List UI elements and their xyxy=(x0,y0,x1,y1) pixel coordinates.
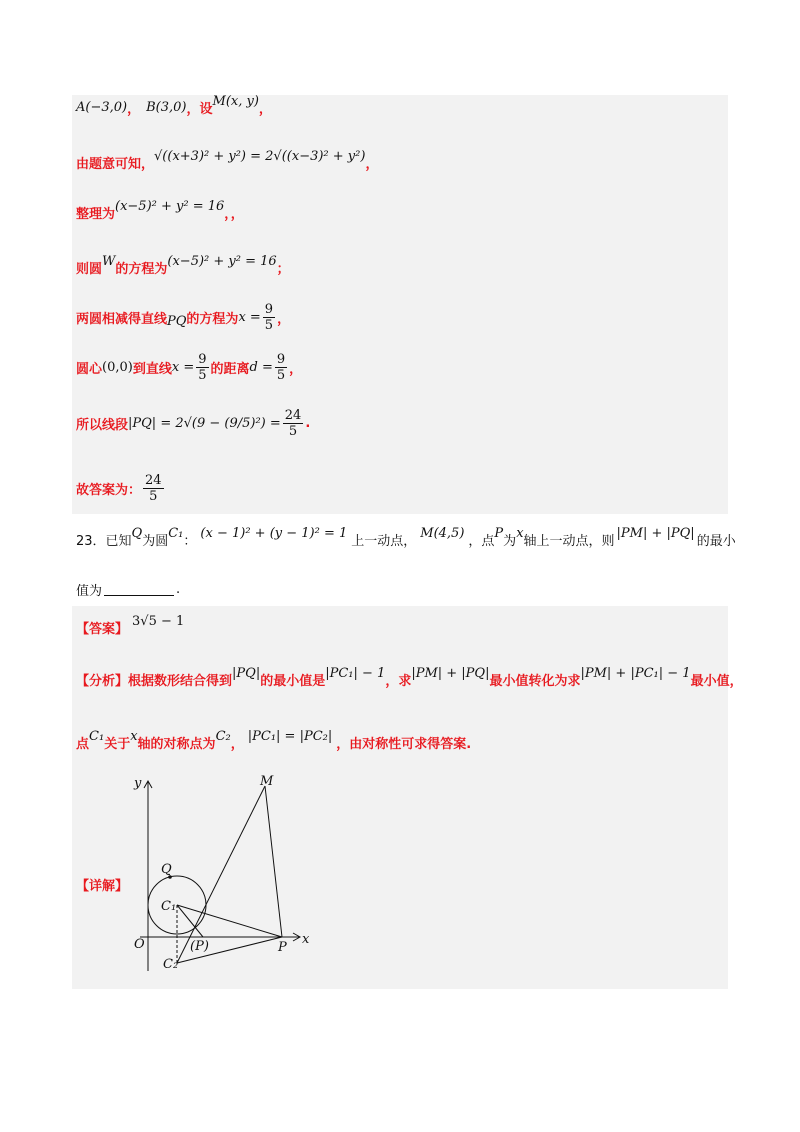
answer-fraction xyxy=(143,473,164,504)
circle-equation: (x − 1)² + (y − 1)² = 1 xyxy=(200,526,348,541)
math: |PQ| xyxy=(232,666,261,681)
circle-name: W xyxy=(102,254,116,269)
text: ， xyxy=(230,737,244,752)
text: 上一动点， xyxy=(351,534,417,549)
geometry-figure xyxy=(128,773,328,978)
text: 点 xyxy=(76,737,90,752)
text: 的最小 xyxy=(696,534,736,549)
point-m: M(4,5) xyxy=(420,526,465,541)
circle-equation: (x−5)² + y² = 16 xyxy=(115,199,225,214)
math-q: Q xyxy=(131,526,143,541)
fraction xyxy=(263,302,275,333)
separator: ， xyxy=(127,102,141,117)
text: 两圆相减得直线 xyxy=(76,312,168,327)
text: ； xyxy=(276,262,290,277)
text: 关于 xyxy=(104,737,131,752)
answer-label: 【答案】 xyxy=(76,622,129,637)
fraction xyxy=(196,352,208,383)
text: . xyxy=(176,582,181,597)
solution-line-8 xyxy=(76,473,166,504)
separator: ， xyxy=(258,102,272,117)
c1-label: C₁ xyxy=(161,899,177,914)
question-number: 23．已知 xyxy=(76,534,132,549)
math-x: x xyxy=(516,526,524,541)
fraction xyxy=(283,408,304,439)
denominator: 5 xyxy=(149,489,158,504)
math-p: P xyxy=(494,526,504,541)
text: 故答案为： xyxy=(76,483,142,498)
denominator: 5 xyxy=(276,368,286,383)
numerator: 24 xyxy=(145,473,162,488)
solution-line-7 xyxy=(76,408,310,439)
distance-equation: √((x+3)² + y²) = 2√((x−3)² + y²) xyxy=(154,149,366,164)
solution-line-2 xyxy=(76,149,379,172)
text: 最小值， xyxy=(690,674,743,689)
c2-label: C₂ xyxy=(163,957,179,972)
p-label: P xyxy=(278,940,287,955)
math: C₂ xyxy=(215,729,231,744)
text: ， xyxy=(277,312,291,327)
text: 则圆 xyxy=(76,262,103,277)
detail-line xyxy=(76,875,128,894)
question-23 xyxy=(76,526,736,549)
text: 到直线 xyxy=(132,362,172,377)
denominator: 5 xyxy=(288,424,298,439)
math: |PC₁| = |PC₂| xyxy=(247,729,333,744)
solution-line-6 xyxy=(76,352,302,383)
text: 的方程为 xyxy=(115,262,168,277)
expression: |PM| + |PQ| xyxy=(616,526,695,541)
text: ： xyxy=(183,534,197,549)
numerator: 24 xyxy=(284,408,302,423)
math: C₁ xyxy=(89,729,105,744)
text: 值为 xyxy=(76,584,103,599)
segment-length: |PQ| = 2√(9 − (9/5)²) = xyxy=(128,416,281,431)
text: ， xyxy=(365,157,379,172)
segment-c2-m xyxy=(177,786,265,963)
solution-line-5 xyxy=(76,302,290,333)
q-label: Q xyxy=(161,862,172,877)
detail-label: 【详解】 xyxy=(76,879,129,894)
solution-line-1 xyxy=(76,94,272,117)
text: ，点 xyxy=(468,534,495,549)
denominator: 5 xyxy=(264,318,274,333)
text: 最小值转化为求 xyxy=(489,674,581,689)
math: |PM| + |PQ| xyxy=(411,666,490,681)
text: 所以线段 xyxy=(76,418,129,433)
y-label: y xyxy=(134,776,142,791)
text: 的最小值是 xyxy=(260,674,326,689)
answer-value: 3√5 − 1 xyxy=(132,614,185,629)
answer-blank xyxy=(104,583,174,596)
numerator: 9 xyxy=(264,302,274,317)
math: |PM| + |PC₁| − 1 xyxy=(580,666,691,681)
point-m: M(x, y) xyxy=(212,94,259,109)
math-x: x = xyxy=(171,360,195,375)
math-d: d = xyxy=(249,360,273,375)
text: 的距离 xyxy=(210,362,250,377)
analysis-line-1 xyxy=(76,666,743,689)
text: ，求 xyxy=(385,674,412,689)
math: x xyxy=(130,729,138,744)
question-23-cont xyxy=(76,580,180,599)
point-b: B(3,0) xyxy=(146,100,187,115)
text: . xyxy=(305,416,311,431)
analysis-line-2 xyxy=(76,729,472,752)
analysis-label: 【分析】 xyxy=(76,674,129,689)
numerator: 9 xyxy=(276,352,286,367)
text: 轴上一动点，则 xyxy=(523,534,615,549)
math-x: x = xyxy=(238,310,261,325)
origin: (0,0) xyxy=(102,360,133,375)
numerator: 9 xyxy=(198,352,207,367)
fraction xyxy=(275,352,287,383)
solution-line-4 xyxy=(76,254,290,277)
x-label: x xyxy=(302,932,310,947)
text: 轴的对称点为 xyxy=(137,737,216,752)
text: ，， xyxy=(224,207,244,222)
origin-label: O xyxy=(134,937,145,952)
text: 的方程为 xyxy=(186,312,239,327)
denominator: 5 xyxy=(198,368,207,383)
m-label: M xyxy=(260,774,274,789)
math-c1: C₁ xyxy=(168,526,184,541)
math: |PC₁| − 1 xyxy=(325,666,386,681)
circle-equation: (x−5)² + y² = 16 xyxy=(167,254,277,269)
text: 为圆 xyxy=(142,534,169,549)
text: ， xyxy=(289,362,303,377)
text: 根据数形结合得到 xyxy=(128,674,233,689)
point-a: A(−3,0) xyxy=(76,100,128,115)
text: 整理为 xyxy=(76,207,116,222)
segment-m-p xyxy=(265,786,282,937)
text: ，由对称性可求得答案. xyxy=(336,737,472,752)
text: 圆心 xyxy=(76,362,103,377)
segment-c1-pp xyxy=(177,905,203,937)
answer-line xyxy=(76,614,185,637)
text: 为 xyxy=(503,534,517,549)
text: 由题意可知， xyxy=(76,157,155,172)
reflected-p-label: (P) xyxy=(190,939,209,954)
separator: ，设 xyxy=(186,102,213,117)
solution-line-3 xyxy=(76,199,244,222)
line-name: PQ xyxy=(167,314,187,329)
